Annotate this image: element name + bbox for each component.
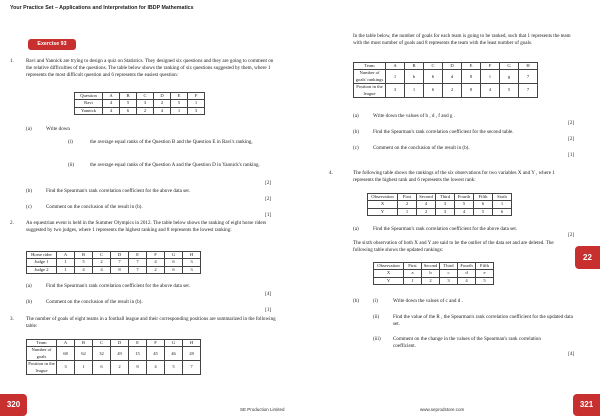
q4-table [367, 193, 512, 216]
q1ai-text: the average equal ranks of the Question B and the Question E in Ravi's ranking, [90, 139, 253, 145]
q4bi-label: (i) [373, 298, 378, 304]
table-row [374, 277, 494, 284]
table-cell: D [154, 93, 171, 100]
table-cell: Third [436, 194, 455, 201]
exercise-badge: Exercise 93 [28, 39, 76, 50]
table-cell: 4 [154, 107, 171, 114]
table-cell: 1 [493, 201, 512, 208]
q1a-text: Write down [46, 126, 70, 132]
q1c-text: Comment on the conclusion of the result in (b). [46, 204, 143, 210]
q4-number: 4. [329, 170, 333, 176]
table-row [374, 270, 494, 277]
table-cell: Fifth [476, 263, 494, 270]
table-cell: 1 [75, 361, 93, 375]
table-cell: A [57, 340, 75, 347]
table-cell: 4 [481, 84, 500, 98]
table-cell: 2 [417, 208, 436, 215]
table-header-row [368, 194, 512, 201]
q3b-marks: [2] [568, 137, 574, 142]
q3-number: 3. [10, 316, 14, 322]
table-cell: b [405, 70, 424, 84]
table-row [75, 100, 205, 107]
table-cell: f [481, 70, 500, 84]
q4-intro: The following table shows the rankings of the six observations for two variables X and Y , where 1 represents the highest rank and 6 represents the lowest rank: [353, 170, 555, 184]
table-cell: a [404, 270, 422, 277]
table-cell: 3 [57, 361, 75, 375]
table-header-row [374, 263, 494, 270]
table-cell: C [137, 93, 154, 100]
q4b-label: (b) [353, 298, 359, 304]
table-row-label: Question [75, 93, 103, 100]
table-cell: 1 [404, 277, 422, 284]
table-cell: 8 [111, 266, 129, 273]
q2a-label: (a) [26, 283, 32, 289]
table-row-label: Y [374, 277, 404, 284]
table-cell: Fifth [474, 194, 493, 201]
table-row-label: X [374, 270, 404, 277]
q3a-text: Write down the values of b , d , f and g . [373, 113, 455, 119]
table-cell: 3 [183, 259, 201, 266]
table-cell: 2 [147, 266, 165, 273]
q2a-marks: [4] [265, 292, 271, 297]
q4bii-text: Find the value of the R , the Spearman's rank correlation coefficient for the updated data set. [393, 314, 573, 328]
table-cell: 62 [75, 347, 93, 361]
table-cell: Sixth [493, 194, 512, 201]
q2b-marks: [1] [265, 308, 271, 313]
q3b-text: Find the Spearman's rank correlation coefficient for the second table. [373, 129, 514, 135]
table-cell: 3 [188, 107, 205, 114]
table-row-label: Observation [368, 194, 398, 201]
table-cell: 4 [103, 107, 120, 114]
q1b-marks: [2] [265, 197, 271, 202]
q2-table [26, 251, 201, 274]
table-row-label: Observation [374, 263, 404, 270]
table-row-label: Number of goals [27, 347, 57, 361]
table-cell: G [165, 252, 183, 259]
table-cell: 2 [154, 100, 171, 107]
table-cell: First [404, 263, 422, 270]
table-cell: 28 [183, 347, 201, 361]
table-cell: F [147, 340, 165, 347]
q4b-marks: [4] [568, 352, 574, 357]
table-row-label: Team [354, 63, 386, 70]
table-cell: 1 [405, 84, 424, 98]
table-cell: F [188, 93, 205, 100]
q2a-text: Find the Spearman's rank correlation coefficient for the above data set. [46, 283, 191, 289]
left-page [8, 0, 283, 420]
table-cell: 6 [165, 259, 183, 266]
table-cell: 7 [129, 266, 147, 273]
table-header-row [27, 252, 201, 259]
table-cell: D [111, 340, 129, 347]
table-cell: H [519, 63, 538, 70]
table-cell: 4 [93, 266, 111, 273]
table-cell: 3 [440, 277, 458, 284]
table-cell: 45 [147, 347, 165, 361]
table-cell: 3 [436, 208, 455, 215]
q1a-marks: [2] [265, 181, 271, 186]
table-cell: 1 [398, 208, 417, 215]
table-cell: c [440, 270, 458, 277]
table-cell: 1 [386, 70, 405, 84]
table-row-label: Y [368, 208, 398, 215]
table-cell: e [476, 270, 494, 277]
table-cell: 68 [57, 347, 75, 361]
table-cell: 3 [386, 84, 405, 98]
table-cell: 6 [165, 266, 183, 273]
page-header: Your Practice Set – Applications and Interpretation for IBDP Mathematics [10, 5, 194, 11]
table-cell: E [462, 63, 481, 70]
q4a-text: Find the Spearman's rank correlation coefficient for the above data set. [373, 226, 518, 232]
table-cell: First [398, 194, 417, 201]
table-cell: 1 [57, 259, 75, 266]
q1b-text: Find the Spearman's rank correlation coefficient for the above data set. [46, 188, 191, 194]
q1-intro: Ravi and Yannick are trying to design a quiz on Statistics. They designed six questions and they are going to comment on the relative difficulties of the questions. The table below shows the ranking of six questions suggested by them, where 1 represents the most difficult question and 6 represents the easiest question: [26, 58, 274, 79]
table-cell: 5 [476, 277, 494, 284]
q4bii-label: (ii) [373, 314, 380, 320]
table-cell: 3 [436, 201, 455, 208]
table-cell: 7 [111, 259, 129, 266]
table-row [27, 361, 201, 375]
table-cell: A [103, 93, 120, 100]
table-cell: E [129, 340, 147, 347]
table-cell: B [75, 252, 93, 259]
q1-table [74, 92, 205, 115]
table-cell: B [120, 93, 137, 100]
q4-updated-table [373, 262, 494, 285]
table-cell: Fourth [455, 194, 474, 201]
table-cell: C [93, 340, 111, 347]
q4biii-label: (iii) [373, 336, 381, 342]
table-row [354, 70, 538, 84]
table-cell: 49 [111, 347, 129, 361]
table-cell: Fourth [458, 263, 476, 270]
table-row [27, 347, 201, 361]
page-number-left: 320 [0, 394, 27, 416]
table-cell: 46 [165, 347, 183, 361]
table-cell: B [405, 63, 424, 70]
table-row-label: Number of goals' rankings [354, 70, 386, 84]
q4bi-text: Write down the values of c and d . [393, 298, 463, 304]
table-cell: 2 [137, 107, 154, 114]
q2-intro: An equestrian event is held in the Summer Olympics in 2012. The table below shows the ranking of eight horse riders suggested by two judges, where 1 represents the highest ranking and 8 represents the lowest ranking: [26, 220, 267, 234]
publisher-name: SE Production Limited [240, 407, 285, 412]
table-cell: 4 [458, 277, 476, 284]
q4a-marks: [2] [568, 233, 574, 238]
table-cell: 2 [443, 84, 462, 98]
table-cell: D [443, 63, 462, 70]
table-row-label: Position in the league [28, 361, 55, 373]
q2-number: 2. [10, 220, 14, 226]
table-cell: G [165, 340, 183, 347]
q3-ranking-intro: In the table below, the number of goals for each team is going to be ranked, such that 1 represents the team with the most number of goals and 8 represents the team with the least number of goals. [353, 33, 571, 47]
table-cell: 7 [183, 361, 201, 375]
table-cell: 5 [165, 361, 183, 375]
table-header-row [27, 340, 201, 347]
q3-ranking-table [353, 62, 538, 98]
q1aii-label: (ii) [68, 162, 75, 168]
q3a-marks: [2] [568, 121, 574, 126]
table-cell: 8 [462, 70, 481, 84]
table-cell: 1 [57, 266, 75, 273]
table-cell: H [183, 252, 201, 259]
q3c-text: Comment on the conclusion of the result in (b). [373, 145, 470, 151]
table-cell: E [129, 252, 147, 259]
table-cell: 6 [120, 107, 137, 114]
chapter-tab: 22 [575, 246, 600, 269]
table-cell: 4 [75, 266, 93, 273]
table-cell: 2 [398, 201, 417, 208]
table-cell: 2 [422, 277, 440, 284]
table-cell: b [422, 270, 440, 277]
website: www.seprodstore.com [420, 407, 465, 412]
table-cell: d [458, 270, 476, 277]
table-row-label: X [368, 201, 398, 208]
q3b-label: (b) [353, 129, 359, 135]
table-cell: E [171, 93, 188, 100]
table-cell: 32 [93, 347, 111, 361]
q1c-marks: [1] [265, 213, 271, 218]
table-cell: F [481, 63, 500, 70]
table-cell: 4 [147, 259, 165, 266]
table-header-row [354, 63, 538, 70]
table-cell: 4 [455, 208, 474, 215]
table-row [368, 208, 512, 215]
q1c-label: (c) [26, 204, 32, 210]
table-row [354, 84, 538, 98]
table-cell: 6 [424, 70, 443, 84]
table-cell: 7 [129, 259, 147, 266]
table-cell: A [57, 252, 75, 259]
table-cell: F [147, 252, 165, 259]
table-cell: Third [440, 263, 458, 270]
table-cell: Second [422, 263, 440, 270]
table-cell: 6 [493, 208, 512, 215]
q2b-text: Comment on the conclusion of the result in (b). [46, 299, 143, 305]
table-cell: 15 [129, 347, 147, 361]
table-cell: 8 [462, 84, 481, 98]
q3a-label: (a) [353, 113, 359, 119]
table-row-label: Horse rider [27, 252, 57, 259]
table-cell: 4 [147, 361, 165, 375]
table-cell: 4 [103, 100, 120, 107]
table-cell: 4 [417, 201, 436, 208]
table-header-row [75, 93, 205, 100]
q1a-label: (a) [26, 126, 32, 132]
table-cell: B [75, 340, 93, 347]
table-row [75, 107, 205, 114]
page-number-right: 321 [573, 394, 600, 416]
table-cell: C [424, 63, 443, 70]
table-cell: Second [417, 194, 436, 201]
q1b-label: (b) [26, 188, 32, 194]
table-cell: 5 [474, 208, 493, 215]
table-row [27, 266, 201, 273]
table-cell: 2 [93, 259, 111, 266]
table-row-label: Ravi [75, 100, 103, 107]
table-cell: G [500, 63, 519, 70]
q3-table [26, 339, 201, 375]
table-cell: 5 [455, 201, 474, 208]
table-cell: 1 [171, 107, 188, 114]
table-cell: C [93, 252, 111, 259]
table-cell: d [443, 70, 462, 84]
table-cell: 8 [129, 361, 147, 375]
table-cell: 3 [137, 100, 154, 107]
q3c-label: (c) [353, 145, 359, 151]
q3c-marks: [1] [568, 153, 574, 158]
table-cell: 5 [171, 100, 188, 107]
table-cell: 1 [188, 100, 205, 107]
q1-number: 1. [10, 58, 14, 64]
table-cell: H [183, 340, 201, 347]
q4-outlier-text: The sixth observation of both X and Y are said to be the outlier of the data set and are deleted. The following table shows the updated rankings: [353, 240, 554, 254]
table-cell: 5 [500, 84, 519, 98]
table-row-label: Judge 1 [27, 259, 57, 266]
table-row [27, 259, 201, 266]
q4biii-text: Comment on the change in the values of the Spearman's rank correlation coefficient. [393, 336, 541, 350]
table-cell: 5 [120, 100, 137, 107]
table-cell: 2 [111, 361, 129, 375]
q1ai-label: (i) [68, 139, 73, 145]
table-row [368, 201, 512, 208]
table-cell: g [500, 70, 519, 84]
table-cell: 7 [519, 70, 538, 84]
table-cell: 5 [75, 259, 93, 266]
table-cell: 3 [183, 266, 201, 273]
table-cell: 6 [93, 361, 111, 375]
table-cell: 6 [474, 201, 493, 208]
table-cell: D [111, 252, 129, 259]
right-page [307, 0, 582, 420]
table-cell: 6 [424, 84, 443, 98]
table-row-label: Judge 2 [27, 266, 57, 273]
table-row-label: Position in the league [354, 84, 386, 98]
table-row-label: Yannick [75, 107, 103, 114]
table-row-label: Team [27, 340, 57, 347]
q4a-label: (a) [353, 226, 359, 232]
q3-intro: The number of goals of eight teams in a football league and their corresponding positions are summarized in the following table: [26, 316, 276, 330]
q1aii-text: the average equal ranks of the Question A and the Question D in Yannick's ranking. [90, 162, 260, 168]
table-cell: 7 [519, 84, 538, 98]
table-cell: A [386, 63, 405, 70]
q2b-label: (b) [26, 299, 32, 305]
